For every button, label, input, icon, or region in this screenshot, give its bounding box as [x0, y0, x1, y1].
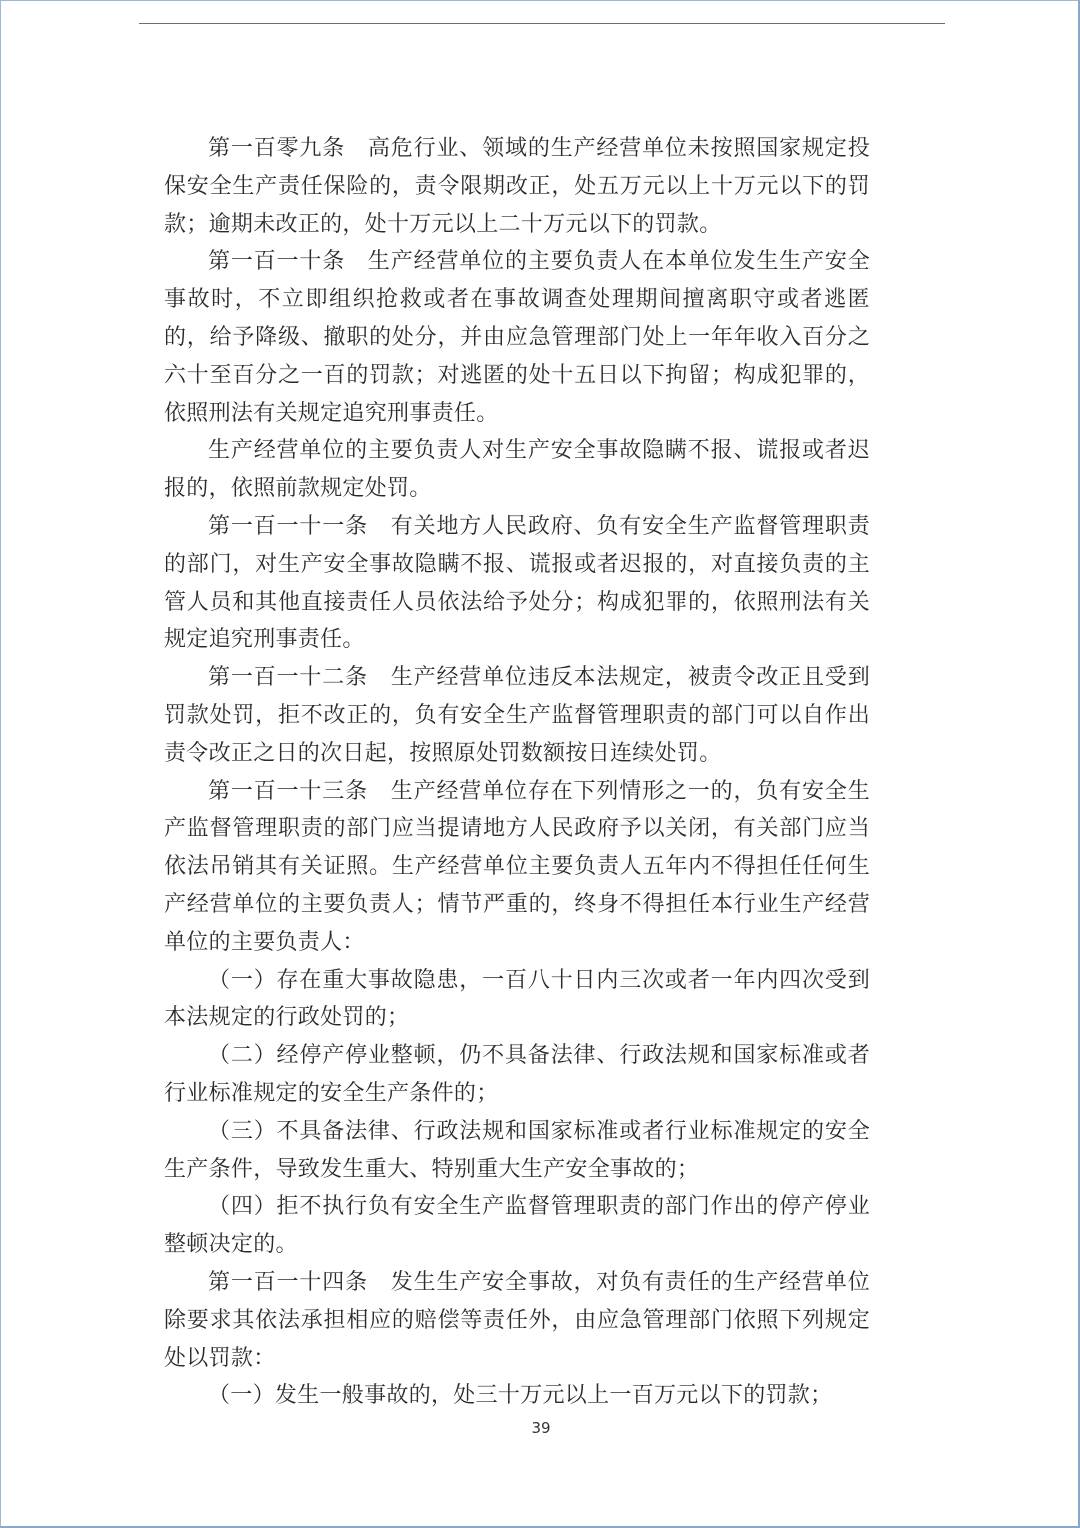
paragraph-article-111: 第一百一十一条 有关地方人民政府、负有安全生产监督管理职责的部门，对生产安全事故隐瞒不报、谎报或者迟报的，对直接负责的主管人员和其他直接责任人员依法给予处分；构成犯罪的，依照刑法有关规定追究刑事责任。 — [164, 513, 870, 653]
paragraph-article-113-item-3: （三）不具备法律、行政法规和国家标准或者行业标准规定的安全生产条件，导致发生重大、特别重大生产安全事故的； — [164, 1118, 870, 1182]
paragraph-article-114: 第一百一十四条 发生生产安全事故，对负有责任的生产经营单位除要求其依法承担相应的赔偿等责任外，由应急管理部门依照下列规定处以罚款： — [164, 1269, 870, 1371]
document-body — [164, 130, 870, 1415]
page-number: 39 — [531, 1419, 551, 1437]
header-rule — [139, 23, 945, 24]
paragraph-article-112: 第一百一十二条 生产经营单位违反本法规定，被责令改正且受到罚款处罚，拒不改正的，负有安全生产监督管理职责的部门可以自作出责令改正之日的次日起，按照原处罚数额按日连续处罚。 — [164, 665, 870, 766]
paragraph-article-113-item-2: （二）经停产停业整顿，仍不具备法律、行政法规和国家标准或者行业标准规定的安全生产条件的； — [164, 1043, 870, 1106]
paragraph-article-113-item-4: （四）拒不执行负有安全生产监督管理职责的部门作出的停产停业整顿决定的。 — [164, 1194, 870, 1258]
paragraph-article-110: 第一百一十条 生产经营单位的主要负责人在本单位发生生产安全事故时，不立即组织抢救或者在事故调查处理期间擅离职守或者逃匿的，给予降级、撤职的处分，并由应急管理部门处上一年年收入百分之六十至百分之一百的罚款；对逃匿的处十五日以下拘留；构成犯罪的，依照刑法有关规定追究刑事责任。 — [164, 249, 870, 426]
paragraph-article-110-clause-2: 生产经营单位的主要负责人对生产安全事故隐瞒不报、谎报或者迟报的，依照前款规定处罚。 — [164, 438, 870, 502]
paragraph-article-114-item-1: （一）发生一般事故的，处三十万元以上一百万元以下的罚款； — [208, 1383, 833, 1409]
paragraph-article-109: 第一百零九条 高危行业、领域的生产经营单位未按照国家规定投保安全生产责任保险的，责令限期改正，处五万元以上十万元以下的罚款；逾期未改正的，处十万元以上二十万元以下的罚款。 — [164, 136, 870, 237]
paragraph-article-113-item-1: （一）存在重大事故隐患，一百八十日内三次或者一年内四次受到本法规定的行政处罚的； — [164, 967, 870, 1031]
paragraph-article-113: 第一百一十三条 生产经营单位存在下列情形之一的，负有安全生产监督管理职责的部门应当提请地方人民政府予以关闭，有关部门应当依法吊销其有关证照。生产经营单位主要负责人五年内不得担任任何生产经营单位的主要负责人；情节严重的，终身不得担任本行业生产经营单位的主要负责人： — [164, 778, 870, 955]
